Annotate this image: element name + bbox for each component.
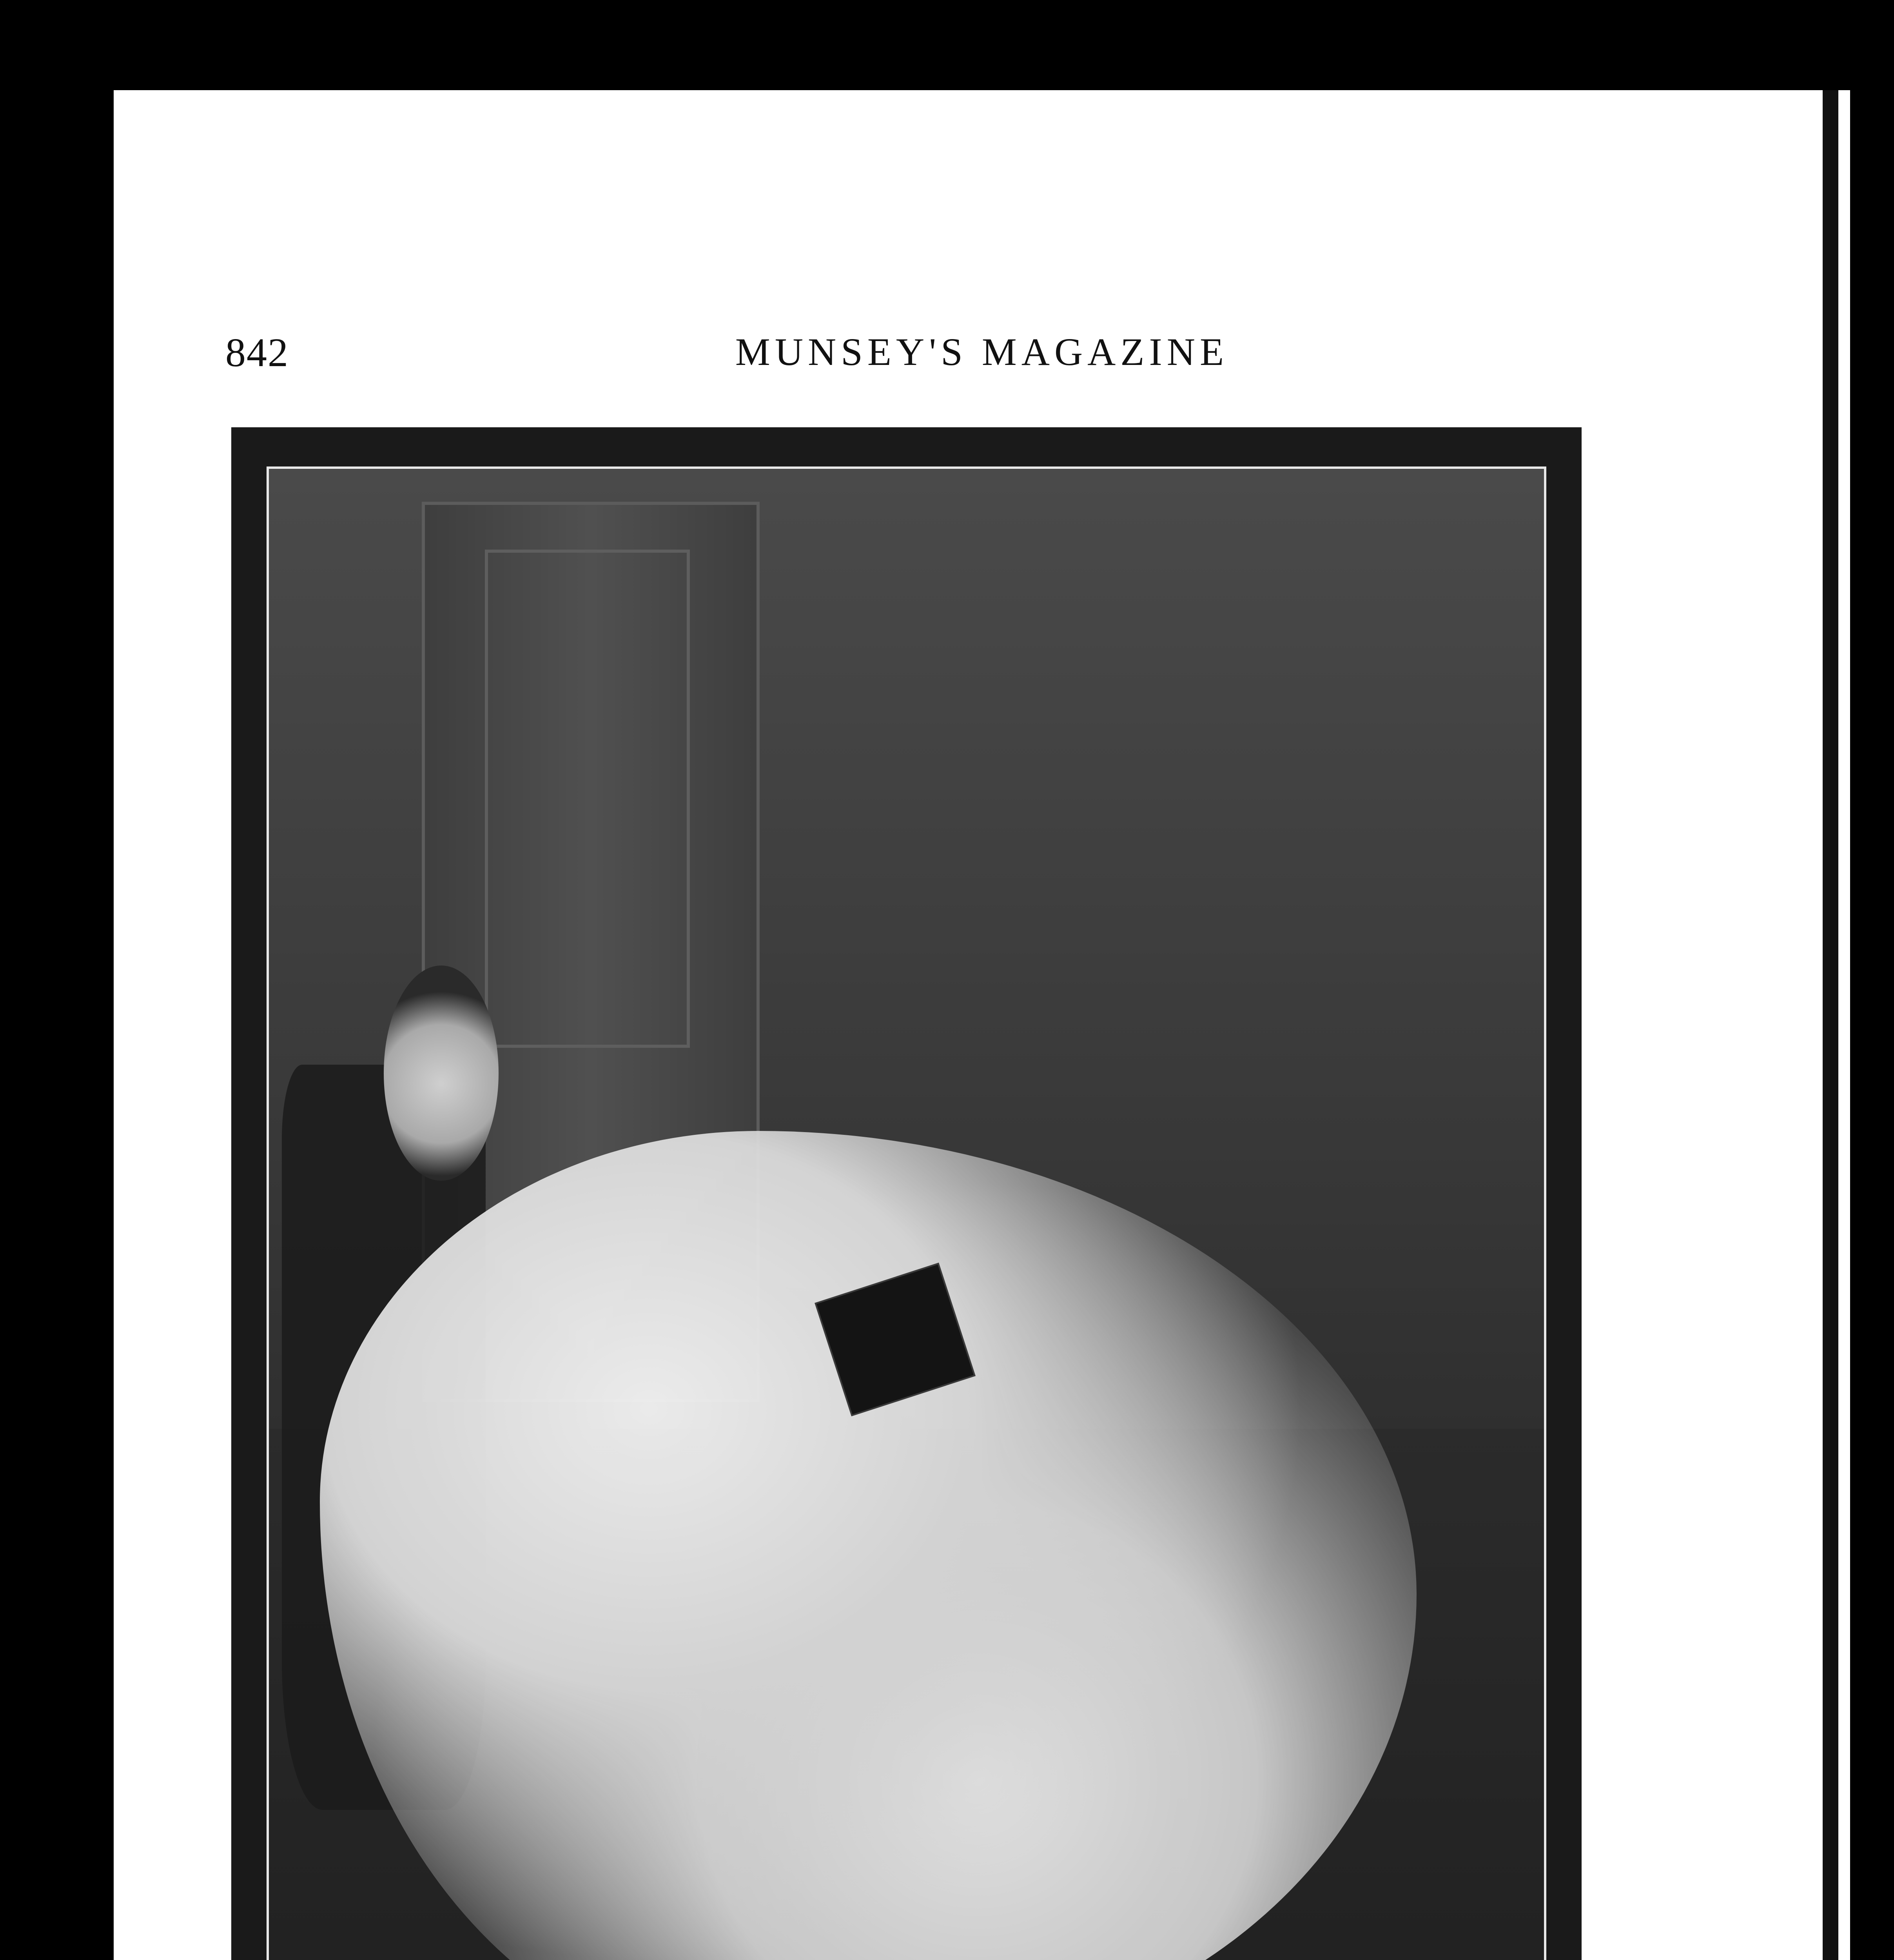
page-number: 842	[225, 330, 289, 375]
running-head: MUNSEY'S MAGAZINE	[735, 330, 1229, 374]
photograph	[231, 427, 1582, 1960]
page-spine	[1823, 90, 1838, 1960]
photo-subject-head	[384, 965, 499, 1181]
portrait-photograph-icon	[267, 466, 1546, 1960]
page-header	[114, 329, 1850, 384]
magazine-page	[114, 90, 1850, 1960]
